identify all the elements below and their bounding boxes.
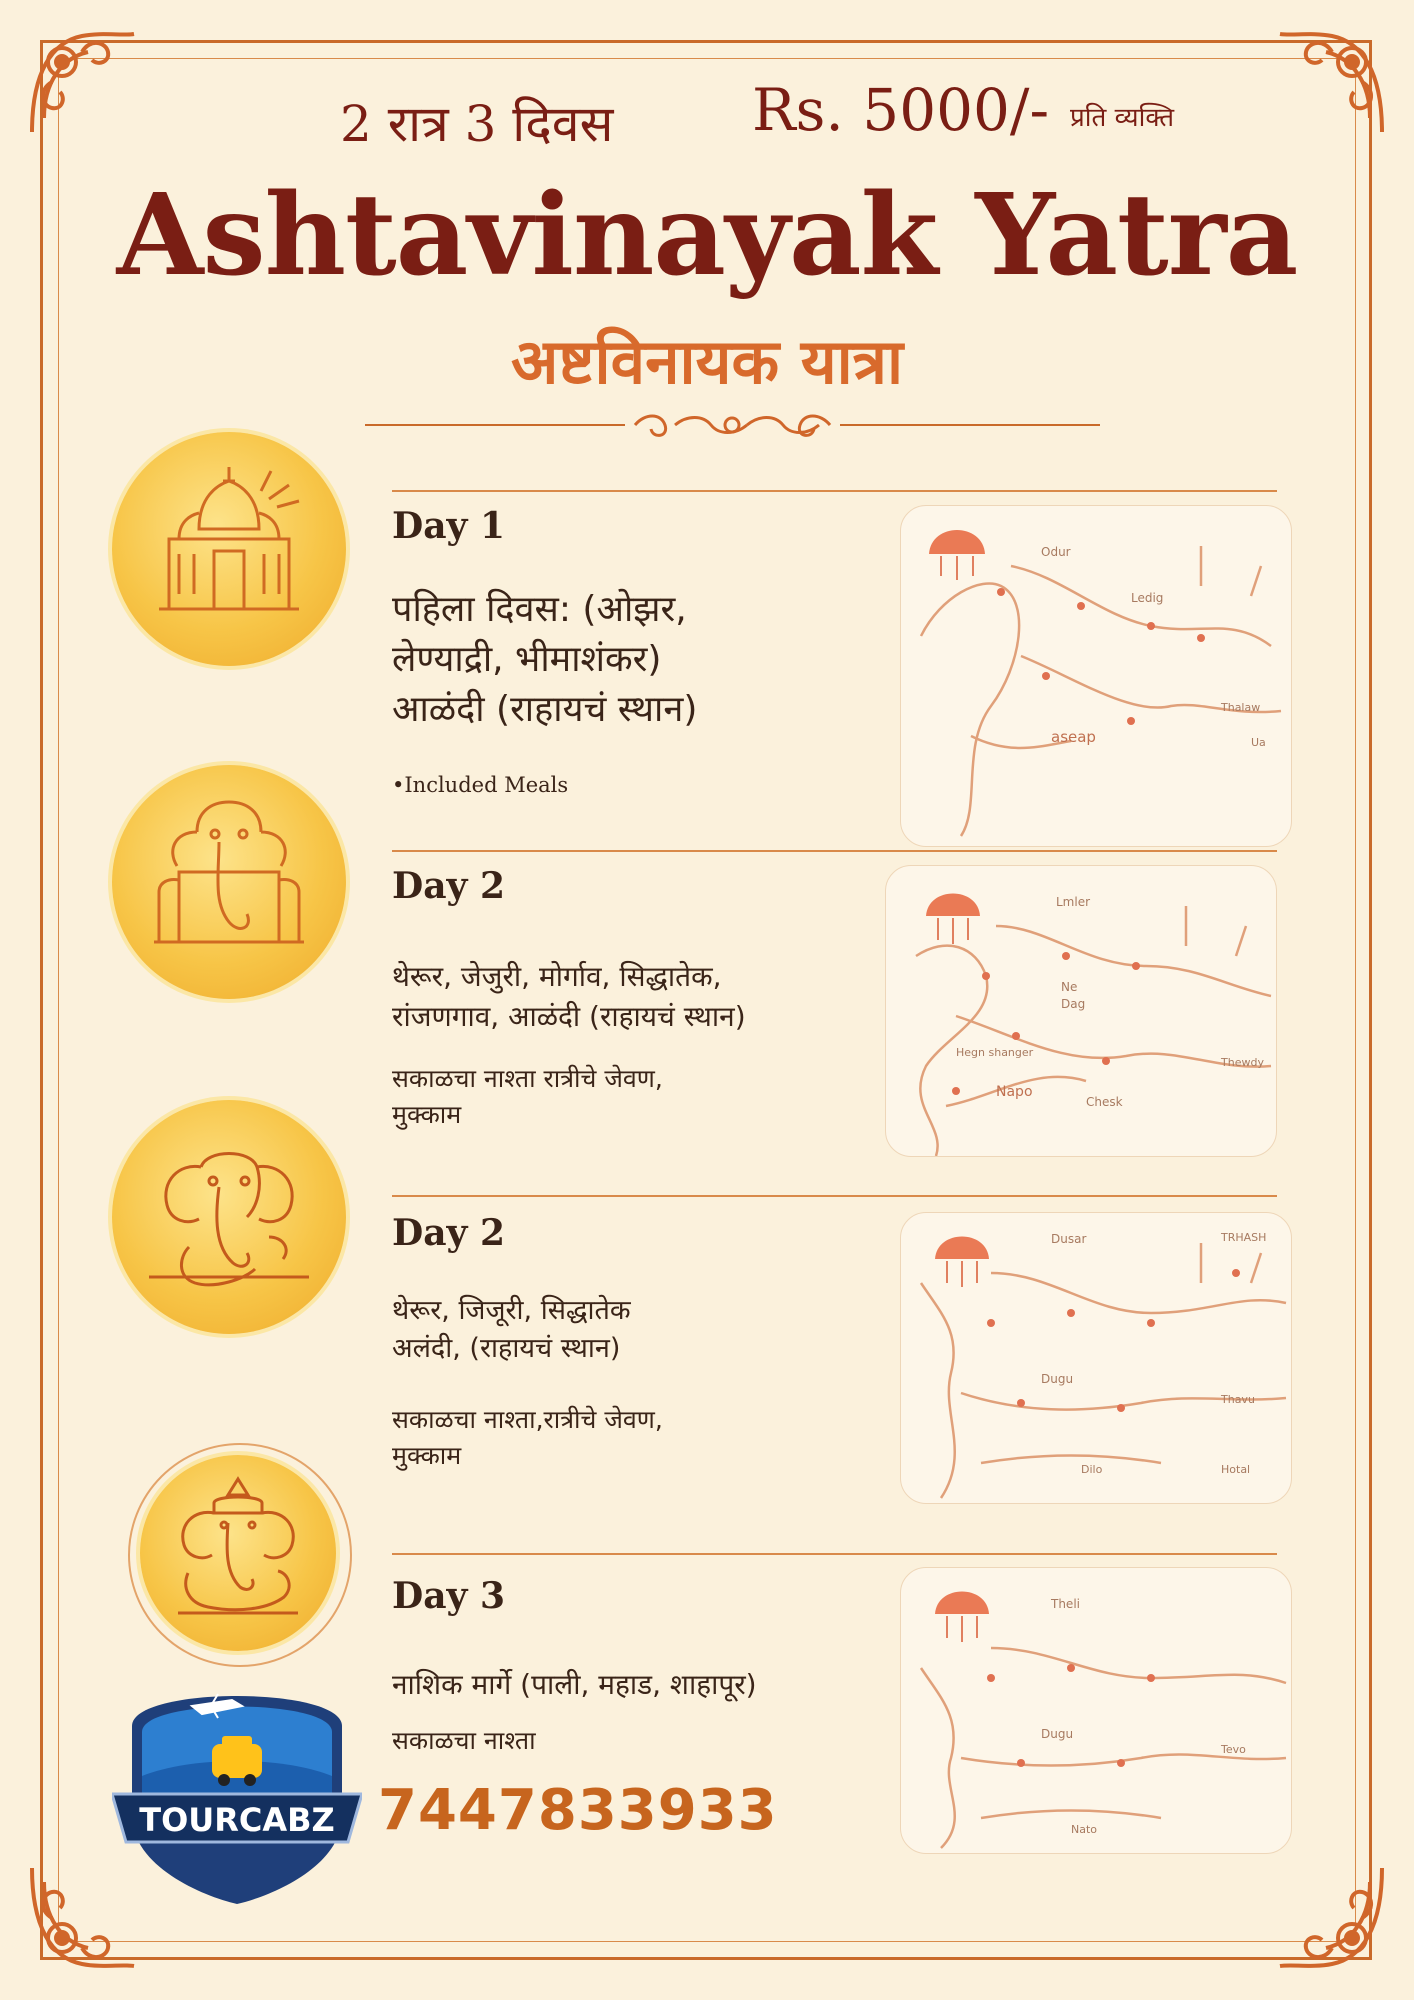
map-label: Nato — [1071, 1823, 1098, 1836]
temple-icon — [139, 459, 319, 639]
map-label: Thavu — [1221, 1393, 1255, 1406]
ganesha-icon — [139, 1127, 319, 1307]
route-map-icon — [901, 506, 1291, 846]
map-label: Odur — [1041, 545, 1071, 559]
day-separator — [392, 850, 1277, 852]
map-label: Theli — [1051, 1597, 1080, 1611]
day-places: थेरूर, जेजुरी, मोर्गाव, सिद्धातेक, रांजणगाव, आळंदी (राहायचं स्थान) — [392, 960, 746, 1033]
day-meals: सकाळचा नाश्ता रात्रीचे जेवण, मुक्काम — [392, 1064, 663, 1129]
route-map-icon — [886, 866, 1276, 1156]
map-label: Dag — [1061, 997, 1086, 1011]
map-label: Hotal — [1221, 1463, 1251, 1476]
map-label: Dusar — [1051, 1232, 1087, 1246]
day-separator — [392, 1195, 1277, 1197]
corner-ornament-icon — [1272, 22, 1392, 142]
corner-ornament-icon — [1272, 1858, 1392, 1978]
day-separator — [392, 490, 1277, 492]
map-label: Hegn shanger — [956, 1046, 1034, 1059]
ganesha-temple-icon — [139, 792, 319, 972]
ganesha-idol-medallion — [140, 1455, 336, 1651]
phone-number[interactable]: 7447833933 — [378, 1778, 778, 1843]
map-label: Thewdy — [1221, 1056, 1264, 1069]
day-places: थेरूर, जिजूरी, सिद्धातेक अलंदी, (राहायचं स्थान) — [392, 1295, 631, 1364]
route-map-icon — [901, 1568, 1291, 1853]
map-label: Chesk — [1086, 1095, 1123, 1109]
ornamental-divider-icon — [365, 410, 1100, 440]
ganesha-temple-medallion — [112, 765, 346, 999]
temple-medallion — [112, 432, 346, 666]
day-places: नाशिक मार्गे (पाली, महाड, शाहापूर) — [392, 1668, 757, 1701]
trip-price: Rs. 5000/- — [752, 76, 1050, 144]
ganesha-idol-icon — [158, 1473, 318, 1633]
page-title: Ashtavinayak Yatra — [116, 170, 1298, 301]
map-label: Thalaw — [1221, 701, 1261, 714]
route-map — [900, 505, 1292, 847]
day-separator — [392, 1553, 1277, 1555]
map-label: Dugu — [1041, 1727, 1074, 1741]
day-places: पहिला दिवस: (ओझर, लेण्याद्री, भीमाशंकर) आळंदी (राहायचं स्थान) — [392, 589, 698, 730]
trip-duration: 2 रात्र 3 दिवस — [340, 95, 614, 153]
map-label: aseap — [1051, 728, 1096, 746]
map-label: Ua — [1251, 736, 1266, 749]
day-title: Day 1 — [392, 505, 506, 547]
map-label: Napo — [996, 1084, 1033, 1100]
day-meals: •Included Meals — [392, 773, 569, 797]
route-map — [900, 1567, 1292, 1854]
corner-ornament-icon — [22, 22, 142, 142]
map-label: Ledig — [1131, 591, 1164, 605]
day-title: Day 2 — [392, 865, 506, 907]
map-label: Tevo — [1221, 1743, 1246, 1756]
ganesha-medallion — [112, 1100, 346, 1334]
logo-text: TOURCABZ — [139, 1801, 335, 1839]
page-title-marathi: अष्टविनायक यात्रा — [510, 325, 904, 398]
day-title: Day 3 — [392, 1575, 506, 1617]
day-title: Day 2 — [392, 1212, 506, 1254]
taxi-icon — [212, 1744, 262, 1778]
route-map — [885, 865, 1277, 1157]
map-label: Dilo — [1081, 1463, 1103, 1476]
day-meals: सकाळचा नाश्ता,रात्रीचे जेवण, मुक्काम — [392, 1405, 663, 1470]
day-meals: सकाळचा नाश्ता — [392, 1726, 536, 1755]
route-map — [900, 1212, 1292, 1504]
price-unit: प्रति व्यक्ति — [1070, 103, 1175, 133]
map-label: Ne — [1061, 980, 1078, 994]
map-label: Lmler — [1056, 895, 1091, 909]
map-label: TRHASH — [1221, 1231, 1267, 1244]
tourcabz-logo — [112, 1666, 362, 1906]
route-map-icon — [901, 1213, 1291, 1503]
map-label: Dugu — [1041, 1372, 1074, 1386]
